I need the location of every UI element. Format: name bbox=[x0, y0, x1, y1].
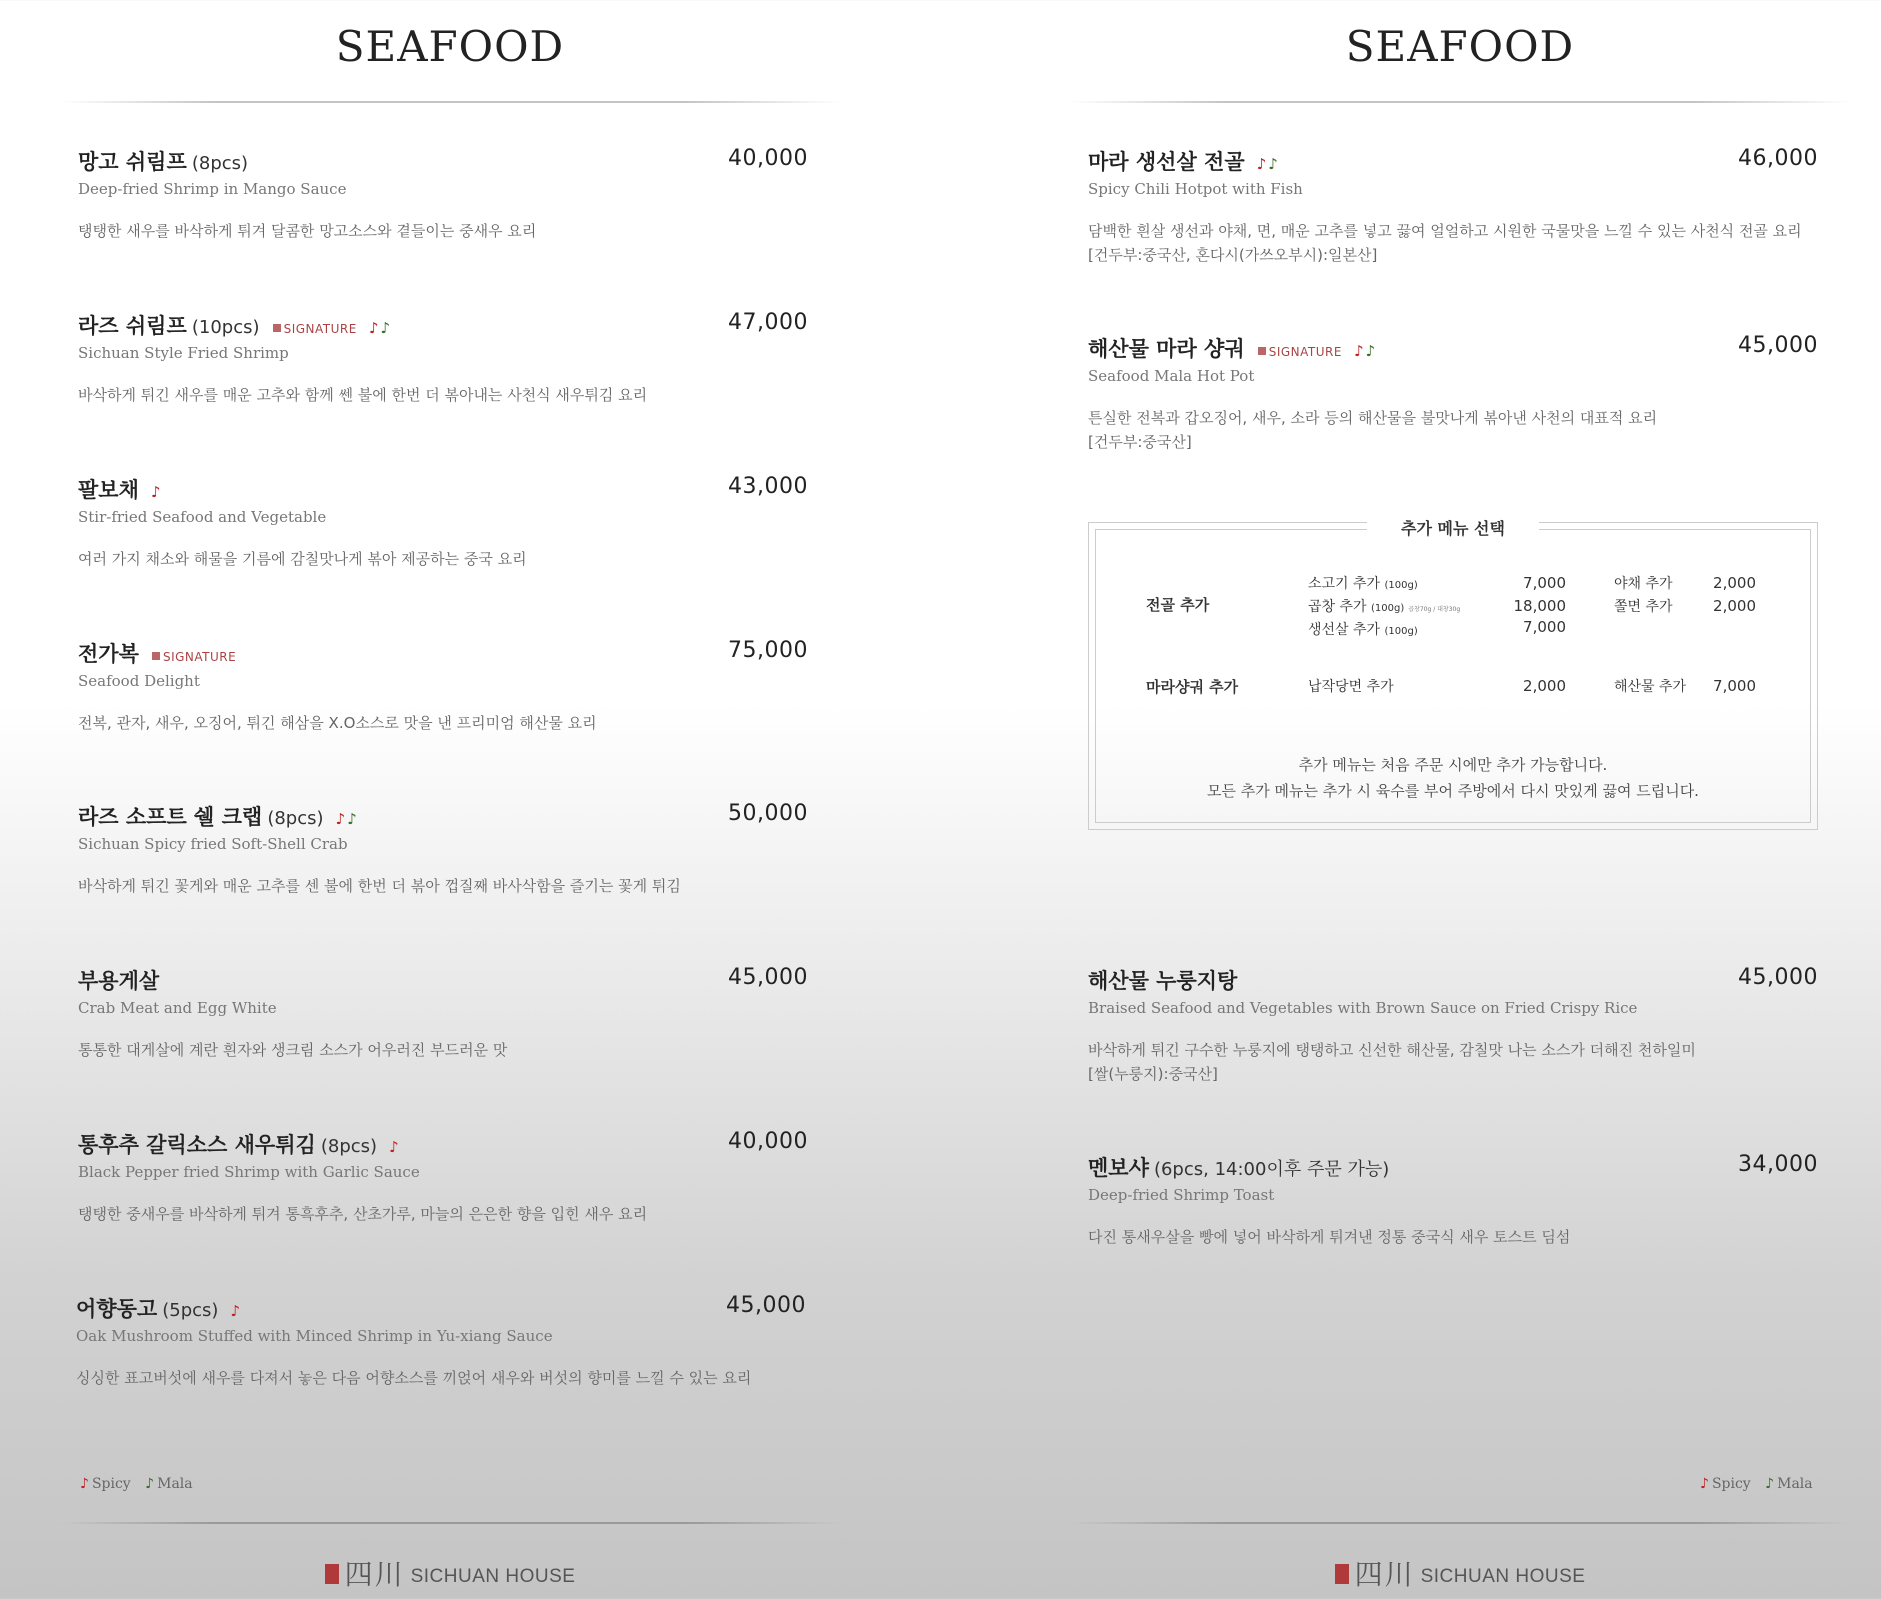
item-english-name: Sichuan Spicy fried Soft-Shell Crab bbox=[78, 835, 348, 853]
item-description-line: 바삭하게 튀긴 구수한 누룽지에 탱탱하고 신선한 해산물, 감칠맛 나는 소스가 더해진 천하일미 bbox=[1088, 1041, 1696, 1059]
item-description: 바삭하게 튀긴 꽃게와 매운 고추를 센 불에 한번 더 볶아 껍질째 바사삭함을 즐기는 꽃게 튀김 bbox=[78, 877, 681, 895]
item-price: 75,000 bbox=[728, 638, 808, 663]
item-qty: (8pcs) bbox=[191, 153, 249, 174]
item-origin: [쌀(누룽지):중국산] bbox=[1088, 1065, 1218, 1083]
item-description: 싱싱한 표고버섯에 새우를 다져서 놓은 다음 어향소스를 끼얹어 새우와 버섯의 향미를 느낄 수 있는 요리 bbox=[76, 1369, 752, 1387]
signature-badge: SIGNATURE bbox=[152, 650, 236, 664]
item-name: 라즈 소프트 쉘 크랩 bbox=[78, 805, 263, 829]
addon-item-price: 2,000 bbox=[1523, 677, 1566, 695]
item-english-name: Stir-fried Seafood and Vegetable bbox=[78, 508, 327, 526]
item-english-name: Oak Mushroom Stuffed with Minced Shrimp in Yu-xiang Sauce bbox=[76, 1327, 553, 1345]
item-qty: (6pcs, 14:00이후 주문 가능) bbox=[1153, 1159, 1390, 1180]
item-english-name: Black Pepper fried Shrimp with Garlic Sauce bbox=[78, 1163, 420, 1181]
chili-pepper-icon: ♪ bbox=[80, 1476, 89, 1492]
signature-mark-icon bbox=[1258, 347, 1266, 355]
menu-item bbox=[78, 310, 808, 407]
item-description-line: 담백한 흰살 생선과 야채, 면, 매운 고추를 넣고 끓여 얼얼하고 시원한 국물맛을 느낄 수 있는 사천식 전골 요리 bbox=[1088, 222, 1802, 240]
mala-pepper-icon: ♪ bbox=[380, 319, 391, 337]
menu-item bbox=[1088, 333, 1818, 454]
item-name: 전가복 bbox=[78, 642, 139, 666]
seal-icon bbox=[325, 1564, 339, 1584]
legend-spicy: Spicy bbox=[91, 1476, 131, 1492]
item-english-name: Seafood Delight bbox=[78, 672, 200, 690]
addon-note: 추가 메뉴는 처음 주문 시에만 추가 가능합니다. bbox=[1298, 756, 1608, 774]
chili-pepper-icon: ♪ bbox=[1354, 342, 1364, 360]
item-english-name: Braised Seafood and Vegetables with Brown Sauce on Fried Crispy Rice bbox=[1088, 999, 1638, 1017]
legend-mala: Mala bbox=[157, 1476, 193, 1492]
menu-item bbox=[78, 474, 808, 571]
item-price: 47,000 bbox=[728, 310, 808, 335]
chili-pepper-icon: ♪ bbox=[230, 1302, 241, 1320]
item-price: 45,000 bbox=[726, 1293, 806, 1318]
addon-item-price: 2,000 bbox=[1713, 597, 1756, 615]
restaurant-logo bbox=[1010, 1553, 1881, 1593]
item-description: 통통한 대게살에 계란 흰자와 생크림 소스가 어우러진 부드러운 맛 bbox=[78, 1041, 508, 1059]
item-qty: (8pcs) bbox=[320, 1136, 378, 1157]
signature-mark-icon bbox=[152, 652, 160, 660]
item-english-name: Sichuan Style Fried Shrimp bbox=[78, 344, 289, 362]
item-english-name: Deep-fried Shrimp in Mango Sauce bbox=[78, 180, 347, 198]
item-price: 50,000 bbox=[728, 801, 808, 826]
divider bbox=[60, 101, 840, 103]
addon-row-label: 마라샹궈 추가 bbox=[1146, 678, 1239, 696]
item-description: 탱탱한 중새우를 바삭하게 튀겨 통흑후추, 산초가루, 마늘의 은은한 향을 입힌 새우 요리 bbox=[78, 1205, 648, 1223]
addon-item-name: 야채 추가 bbox=[1614, 576, 1673, 592]
item-description: 전복, 관자, 새우, 오징어, 튀긴 해삼을 X.O소스로 맛을 낸 프리미엄 해산물 요리 bbox=[78, 714, 597, 732]
page-title: SEAFOOD bbox=[1345, 22, 1575, 71]
chili-pepper-icon: ♪ bbox=[368, 319, 379, 337]
logo-english: SICHUAN HOUSE bbox=[410, 1566, 576, 1587]
item-name: 팔보채 bbox=[78, 478, 139, 502]
item-price: 45,000 bbox=[1738, 965, 1818, 990]
chili-pepper-icon: ♪ bbox=[389, 1138, 399, 1156]
legend bbox=[80, 1476, 193, 1492]
item-price: 45,000 bbox=[728, 965, 808, 990]
addon-item-price: 7,000 bbox=[1523, 618, 1566, 636]
item-price: 46,000 bbox=[1738, 146, 1818, 171]
item-name: 해산물 누룽지탕 bbox=[1088, 969, 1238, 993]
addon-item-name: 소고기 추가 (100g) bbox=[1308, 576, 1418, 592]
item-price: 34,000 bbox=[1738, 1152, 1818, 1177]
item-name: 라즈 쉬림프 bbox=[78, 314, 187, 338]
item-name: 멘보샤 bbox=[1088, 1156, 1149, 1180]
addon-title: 추가 메뉴 선택 bbox=[1367, 519, 1539, 538]
legend-spicy: Spicy bbox=[1711, 1476, 1751, 1492]
chili-pepper-icon: ♪ bbox=[1256, 155, 1267, 173]
addon-item-name: 쫄면 추가 bbox=[1614, 599, 1673, 615]
addon-menu-box bbox=[1088, 519, 1818, 830]
item-name: 망고 쉬림프 bbox=[78, 150, 187, 174]
item-english-name: Deep-fried Shrimp Toast bbox=[1088, 1186, 1275, 1204]
item-origin: [건두부:중국산, 혼다시(가쓰오부시):일본산] bbox=[1088, 246, 1378, 264]
item-description bbox=[1088, 219, 1818, 267]
addon-menu-frame bbox=[1095, 519, 1811, 823]
logo-english: SICHUAN HOUSE bbox=[1420, 1566, 1586, 1587]
seal-icon bbox=[1335, 1564, 1349, 1584]
legend-mala: Mala bbox=[1777, 1476, 1813, 1492]
addon-row-label: 전골 추가 bbox=[1146, 596, 1210, 614]
addon-item-name: 생선살 추가 (100g) bbox=[1308, 622, 1418, 638]
menu-item bbox=[78, 1129, 808, 1226]
item-qty: (5pcs) bbox=[162, 1300, 219, 1321]
item-english-name: Seafood Mala Hot Pot bbox=[1088, 367, 1255, 385]
item-origin: [건두부:중국산] bbox=[1088, 433, 1192, 451]
item-name: 해산물 마라 샹궈 bbox=[1088, 337, 1245, 361]
signature-badge: SIGNATURE bbox=[1258, 345, 1342, 359]
legend bbox=[1700, 1476, 1813, 1492]
item-description bbox=[1088, 1038, 1818, 1086]
addon-item-price: 7,000 bbox=[1713, 677, 1756, 695]
addon-item-price: 2,000 bbox=[1713, 574, 1756, 592]
addon-note: 모든 추가 메뉴는 추가 시 육수를 부어 주방에서 다시 맛있게 끓여 드립니다. bbox=[1207, 782, 1699, 800]
page-title: SEAFOOD bbox=[335, 22, 565, 71]
item-price: 43,000 bbox=[728, 474, 808, 499]
item-description bbox=[1088, 406, 1818, 454]
mala-pepper-icon: ♪ bbox=[1765, 1476, 1775, 1492]
mala-pepper-icon: ♪ bbox=[347, 810, 357, 828]
mala-pepper-icon: ♪ bbox=[145, 1476, 155, 1492]
menu-page-left bbox=[0, 0, 900, 1599]
menu-page-right bbox=[1010, 0, 1881, 1599]
item-description: 탱탱한 새우를 바삭하게 튀겨 달콤한 망고소스와 곁들이는 중새우 요리 bbox=[78, 222, 537, 240]
menu-item bbox=[1088, 146, 1818, 267]
item-english-name: Spicy Chili Hotpot with Fish bbox=[1088, 180, 1303, 198]
addon-item-name: 곱창 추가 (100g) 곱창70g / 대창30g bbox=[1308, 599, 1461, 615]
chili-pepper-icon: ♪ bbox=[335, 810, 346, 828]
addon-item-name: 해산물 추가 bbox=[1614, 679, 1687, 695]
addon-item-name: 납작당면 추가 bbox=[1308, 679, 1394, 695]
menu-item bbox=[78, 146, 808, 243]
menu-item bbox=[78, 638, 808, 735]
item-description-line: 튼실한 전복과 갑오징어, 새우, 소라 등의 해산물을 불맛나게 볶아낸 사천의 대표적 요리 bbox=[1088, 409, 1658, 427]
menu-item bbox=[1088, 1152, 1818, 1249]
item-name: 어향동고 bbox=[76, 1297, 158, 1321]
chili-pepper-icon: ♪ bbox=[1700, 1476, 1709, 1492]
menu-item bbox=[78, 801, 808, 898]
addon-item-price: 18,000 bbox=[1513, 597, 1566, 615]
signature-badge: SIGNATURE bbox=[273, 322, 357, 336]
menu-item bbox=[78, 965, 808, 1062]
chili-pepper-icon: ♪ bbox=[150, 483, 161, 501]
restaurant-logo bbox=[0, 1553, 900, 1593]
logo-chinese: 四川 bbox=[1354, 1558, 1415, 1591]
divider bbox=[60, 1522, 840, 1524]
divider bbox=[1070, 1522, 1850, 1524]
item-description: 여러 가지 채소와 해물을 기름에 감칠맛나게 볶아 제공하는 중국 요리 bbox=[78, 550, 527, 568]
item-price: 40,000 bbox=[728, 1129, 808, 1154]
item-name: 부용게살 bbox=[78, 969, 160, 993]
menu-item bbox=[1088, 965, 1818, 1086]
divider bbox=[1070, 101, 1850, 103]
item-name: 마라 생선살 전골 bbox=[1088, 150, 1245, 174]
item-qty: (10pcs) bbox=[191, 317, 260, 338]
logo-chinese: 四川 bbox=[344, 1558, 405, 1591]
item-english-name: Crab Meat and Egg White bbox=[78, 999, 277, 1017]
signature-mark-icon bbox=[273, 324, 281, 332]
item-price: 45,000 bbox=[1738, 333, 1818, 358]
addon-item-price: 7,000 bbox=[1523, 574, 1566, 592]
item-description: 다진 통새우살을 빵에 넣어 바삭하게 튀겨낸 정통 중국식 새우 토스트 딤섬 bbox=[1088, 1228, 1571, 1246]
item-description: 바삭하게 튀긴 새우를 매운 고추와 함께 쎈 불에 한번 더 볶아내는 사천식 새우튀김 요리 bbox=[78, 386, 648, 404]
item-price: 40,000 bbox=[728, 146, 808, 171]
menu-item bbox=[76, 1293, 806, 1390]
mala-pepper-icon: ♪ bbox=[1365, 342, 1376, 360]
item-name: 통후추 갈릭소스 새우튀김 bbox=[78, 1133, 316, 1157]
mala-pepper-icon: ♪ bbox=[1268, 155, 1278, 173]
item-qty: (8pcs) bbox=[267, 808, 324, 829]
